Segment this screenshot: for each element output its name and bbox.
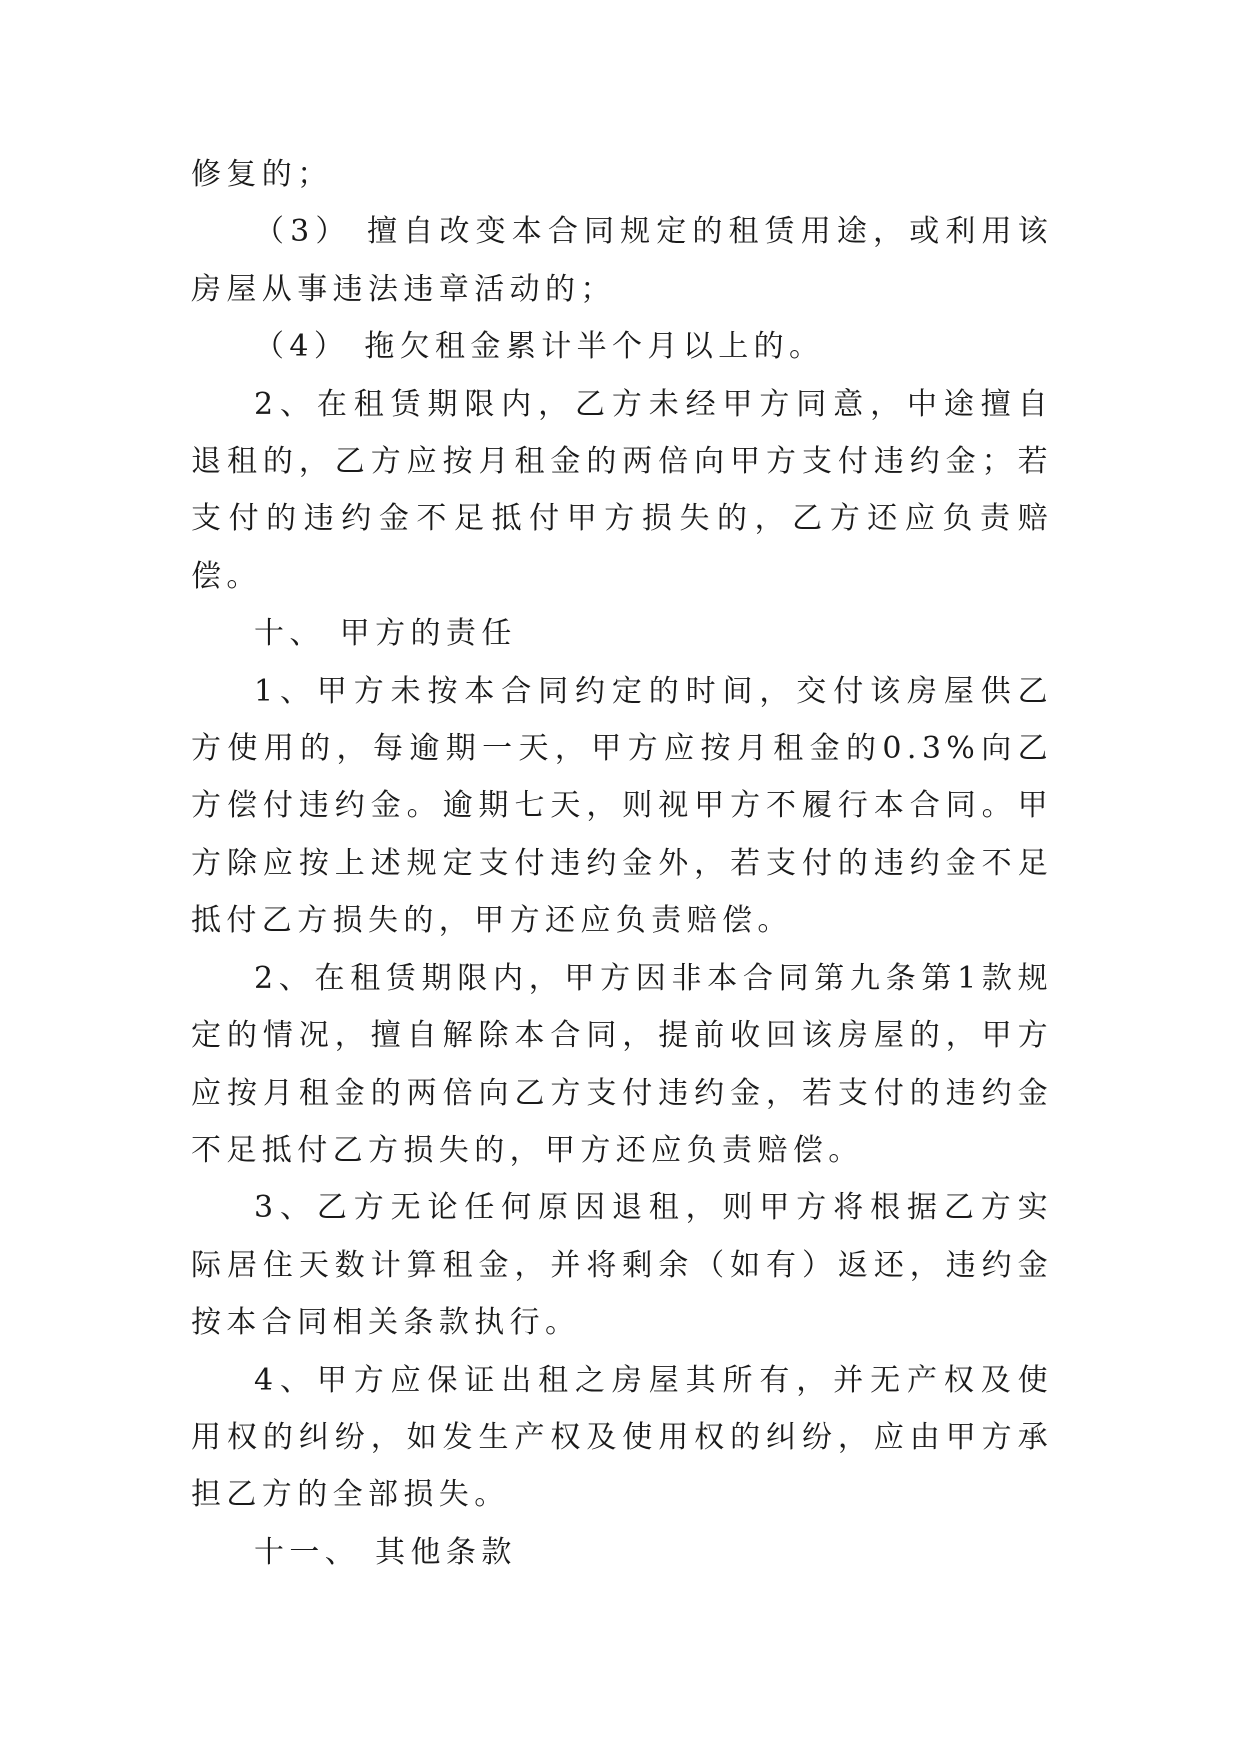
clause-4-ownership: 4、甲方应保证出租之房屋其所有，并无产权及使用权的纠纷，如发生产权及使用权的纠纷，应由甲方承担乙方的全部损失。 <box>191 1362 1053 1513</box>
document-page <box>191 146 1053 1581</box>
clause-3-refund: 3、乙方无论任何原因退租，则甲方将根据乙方实际居住天数计算租金，并将剩余（如有）返还，违约金按本合同相关条款执行。 <box>191 1190 1053 1341</box>
section-heading-11: 十一、 其他条款 <box>254 1534 517 1570</box>
clause-2-early-termination: 2、在租赁期限内，乙方未经甲方同意，中途擅自退租的，乙方应按月租金的两倍向甲方支付违约金；若支付的违约金不足抵付甲方损失的，乙方还应负责赔偿。 <box>191 386 1053 594</box>
section-heading-10: 十、 甲方的责任 <box>254 616 517 652</box>
clause-1-late-delivery: 1、甲方未按本合同约定的时间，交付该房屋供乙方使用的，每逾期一天，甲方应按月租金的0.3%向乙方偿付违约金。逾期七天，则视甲方不履行本合同。甲方除应按上述规定支付违约金外，若支付的违约金不足抵付乙方损失的，甲方还应负责赔偿。 <box>191 673 1053 939</box>
clause-item-4: （4） 拖欠租金累计半个月以上的。 <box>254 329 825 365</box>
clause-2-lessor-termination: 2、在租赁期限内，甲方因非本合同第九条第1款规定的情况，擅自解除本合同，提前收回该房屋的，甲方应按月租金的两倍向乙方支付违约金，若支付的违约金不足抵付乙方损失的，甲方还应负责赔偿。 <box>191 960 1053 1168</box>
clause-item-3: （3） 擅自改变本合同规定的租赁用途，或利用该房屋从事违法违章活动的； <box>191 214 1053 307</box>
paragraph-continuation: 修复的； <box>191 157 333 192</box>
